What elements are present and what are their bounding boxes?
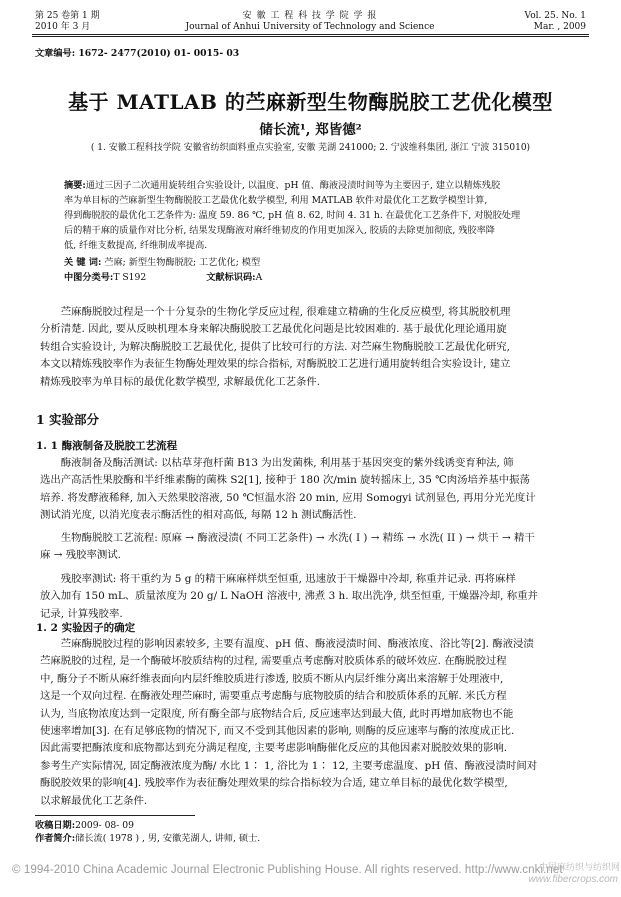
header-journal-en: Journal of Anhui University of Technology and Science [185, 22, 435, 32]
text-line: 生物酶脱胶工艺流程: 原麻 → 酶液浸渍( 不同工艺条件) → 水洗( I ) → 精练 → 水洗( II ) → 烘干 → 精干 [60, 532, 535, 544]
doc-code-text: A [255, 272, 263, 283]
paragraph-factors [40, 636, 590, 810]
watermark-url: www.fibercrops.com [528, 874, 618, 885]
header-rule-2 [32, 36, 589, 37]
header-date-cn: 2010 年 3 月 [35, 22, 91, 32]
text-line: 麻 → 残胶率测试. [40, 549, 121, 562]
doc-code-label: 文献标识码: [206, 272, 256, 283]
text-line: 认为, 当底物浓度达到一定限度, 所有酶全部与底物结合后, 反应速率达到最大值, 此时再增加底物也不能 [40, 707, 514, 720]
author-bio [35, 832, 260, 845]
paragraph-residual-gum [40, 571, 590, 623]
text-line: 精炼残胶率为单目标的最优化数学模型, 求解最优化工艺条件. [40, 375, 321, 388]
subsection-heading: 1. 1 酶液制备及脱胶工艺流程 [36, 440, 178, 452]
authors: 储长流¹, 郑皆德² [259, 122, 362, 138]
abstract-line: 得到酶脱胶的最优化工艺条件为: 温度 59. 86 ℃, pH 值 8. 62, 时间 4. 31 h. 在最优化工艺条件下, 对脱胶处理 [64, 210, 521, 221]
header-date-en: Mar. , 2009 [533, 22, 586, 32]
section-heading: 1 实验部分 [36, 412, 100, 427]
abstract-line: 通过三因子二次通用旋转组合实验设计, 以温度、pH 值、酶液浸渍时间等为主要因子, 建立以精炼残胶 [85, 180, 501, 191]
text-line: 选出产高活性果胶酶和半纤维素酶的菌株 S2[1], 接种于 180 次/min 旋转摇床上, 35 ℃肉汤培养基中振荡 [40, 474, 530, 487]
paper-title: 基于 MATLAB 的苎麻新型生物酶脱胶工艺优化模型 [68, 90, 553, 114]
text-line: 中, 酶分子不断从麻纤维表面向内层纤维胶质进行渗透, 胶质不断从内层纤维分离出来溶解于处理液中, [40, 672, 504, 685]
abstract-line: 后的精干麻的质量作对比分析, 结果发现酶液对麻纤维韧皮的作用更加深入, 胶质的去除更加彻底, 残胶率降 [64, 225, 495, 236]
clc-text: T S192 [113, 272, 147, 283]
text-line: 培养. 将发酵液稀释, 加入天然果胶溶液, 50 ℃恒温水浴 20 min, 应用 Somogyi 试剂显色, 再用分光光度计 [40, 491, 536, 504]
copyright-notice: © 1994-2010 China Academic Journal Electronic Publishing House. All rights reserved. http://www.cnki.net [12, 864, 563, 876]
author-info-label: 作者简介: [35, 833, 76, 844]
affiliation: ( 1. 安徽工程科技学院 安徽省纺织面料重点实验室, 安徽 芜湖 241000; 2. 宁波维科集团, 浙江 宁波 315010) [90, 143, 531, 153]
text-line: 苎麻酶脱胶过程的影响因素较多, 主要有温度、pH 值、酶液浸渍时间、酶液浓度、浴比等[2]. 酶液浸渍 [60, 638, 534, 650]
header-volume-cn: 第 25 卷第 1 期 [35, 11, 100, 21]
text-line: 残胶率测试: 将干重约为 5 g 的精干麻麻样烘至恒重, 迅速放于干燥器中冷却, 称重并记录. 再将麻样 [60, 573, 516, 585]
text-line: 苎麻酶脱胶过程是一个十分复杂的生物化学反应过程, 很难建立精确的生化反应模型, 将其脱胶机理 [60, 306, 511, 318]
received-text: 2009- 08- 09 [75, 820, 134, 831]
text-line: 测试消光度, 以消光度表示酶活性的相对高低, 每隔 12 h 测试酶活性. [40, 509, 357, 522]
text-line: 苎麻脱胶的过程, 是一个酶破坏胶质结构的过程, 需要重点考虑酶对胶质体系的破坏效应. 在酶脱胶过程 [40, 655, 507, 668]
text-line: 以求解最优化工艺条件. [40, 794, 148, 807]
text-line: 参考生产实际情况, 固定酶液浓度为酶/ 水比 1∶ 1, 浴比为 1∶ 12, 主要考虑温度、pH 值、酶液浸渍时间对 [40, 759, 538, 772]
author-info-text: 储长流( 1978 ) , 男, 安徽芜湖人, 讲师, 硕士. [75, 833, 261, 844]
keywords-label: 关 键 词: [64, 257, 102, 268]
intro-paragraph [40, 304, 590, 391]
header-rule [32, 34, 589, 35]
keywords-text: 苎麻; 新型生物酶脱胶; 工艺优化; 模型 [104, 257, 261, 268]
text-line: 记录, 计算残胶率. [40, 607, 123, 620]
text-line: 酶液制备及酶活测试: 以枯草芽孢杆菌 B13 为出发菌株, 利用基于基因突变的紫外线诱变育种法, 筛 [60, 457, 514, 469]
paragraph-process-flow [40, 530, 590, 565]
abstract-line: 率为单目标的苎麻新型生物酶脱胶工艺最优化数学模型, 利用 MATLAB 软件对最优化工艺数学模型计算, [64, 195, 488, 206]
text-line: 转组合实验设计, 为解决酶脱胶工艺最优化, 提供了比较可行的方法. 对苎麻生物酶脱胶工艺最优化研究, [40, 340, 510, 353]
header-journal-cn: 安 徽 工 程 科 技 学 院 学 报 [242, 11, 378, 21]
text-line: 因此需要把酶浓度和底物都达到充分满足程度, 主要考虑影响酶催化反应的其他因素对脱胶效果的影响. [40, 742, 508, 755]
paragraph-enzyme-prep [40, 455, 590, 525]
received-label: 收稿日期: [35, 820, 76, 831]
text-line: 分析清楚. 因此, 要从反映机理本身来解决酶脱胶工艺最优化问题是比较困难的. 基于最优化理论通用旋 [40, 323, 507, 336]
abstract-label: 摘要: [64, 180, 86, 191]
clc-label: 中图分类号: [64, 272, 114, 283]
received-date [35, 819, 134, 832]
subsection-heading: 1. 2 实验因子的确定 [36, 622, 136, 634]
abstract [64, 178, 558, 285]
text-line: 本文以精炼残胶率作为表征生物酶处理效果的综合指标, 对酶脱胶工艺进行通用旋转组合实验设计, 建立 [40, 358, 511, 371]
abstract-line: 低, 纤维支数提高, 纤维制成率提高. [64, 240, 208, 251]
text-line: 酶脱胶效果的影响[4]. 残胶率作为表征酶处理效果的综合指标较为合适, 建立单目标的最优化数学模型, [40, 777, 508, 790]
footnote-rule [35, 815, 195, 816]
text-line: 放入加有 150 mL、质量浓度为 20 g/ L NaOH 溶液中, 沸煮 3 h. 取出洗净, 烘至恒重, 干燥器冷却, 称重并 [40, 590, 538, 603]
text-line: 这是一个双向过程. 在酶液处理苎麻时, 需要重点考虑酶与底物胶质的结合和胶质体系的瓦解. 米氏方程 [40, 690, 507, 703]
watermark-site-name: 中国麻纺织与纺织网 [538, 862, 620, 872]
header-volume-en: Vol. 25. No. 1 [524, 11, 586, 21]
article-number: 文章编号: 1672- 2477(2010) 01- 0015- 03 [35, 48, 240, 59]
text-line: 使速率增加[3]. 在有足够底物的情况下, 而又不受到其他因素的影响, 则酶的反应速率与酶的浓度成正比. [40, 725, 515, 738]
